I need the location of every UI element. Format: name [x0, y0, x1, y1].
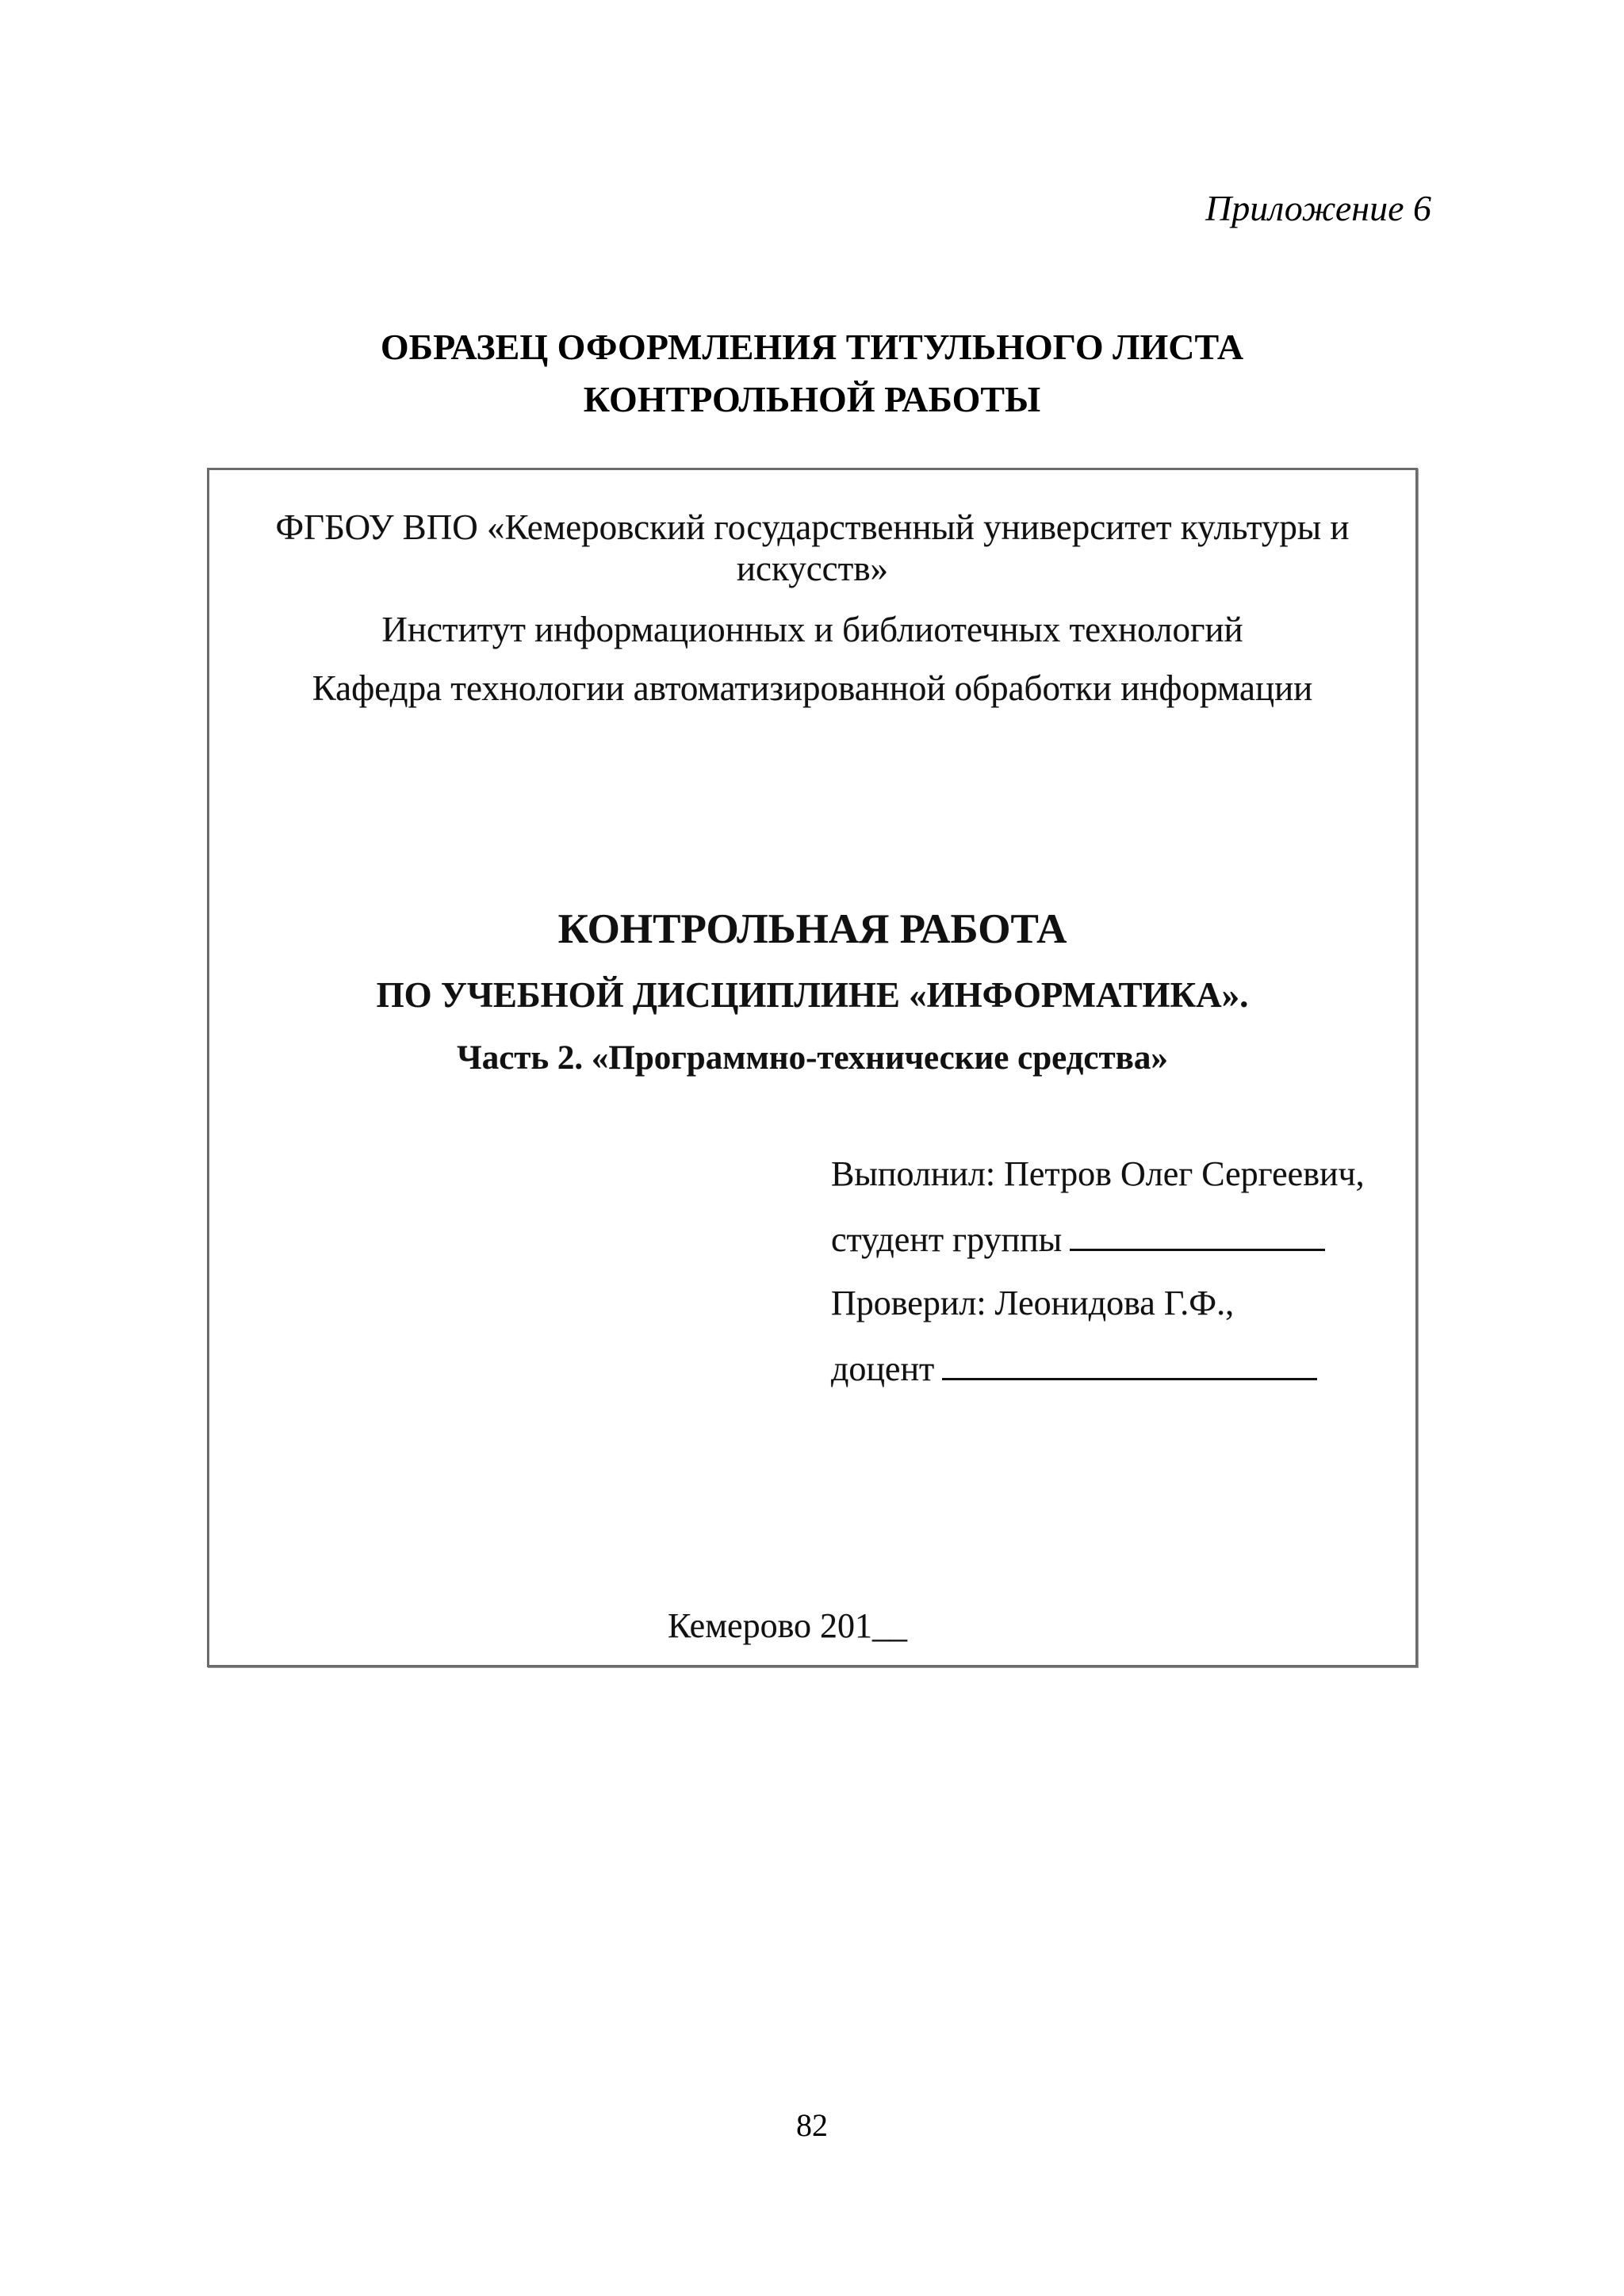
checked-by-line: Проверил: Леонидова Г.Ф., — [831, 1284, 1235, 1322]
docent-signature-blank — [942, 1354, 1317, 1380]
department-line: Кафедра технологии автоматизированной обработки информации — [312, 668, 1313, 708]
student-group-label: студент группы — [831, 1220, 1063, 1259]
student-group-line — [831, 1220, 1325, 1259]
discipline-line: ПО УЧЕБНОЙ ДИСЦИПЛИНЕ «ИНФОРМАТИКА». — [376, 975, 1249, 1015]
work-type-title: КОНТРОЛЬНАЯ РАБОТА — [557, 906, 1067, 952]
document-heading-line-1: ОБРАЗЕЦ ОФОРМЛЕНИЯ ТИТУЛЬНОГО ЛИСТА — [380, 327, 1244, 367]
organization-line-1: ФГБОУ ВПО «Кемеровский государственный университет культуры и — [275, 507, 1350, 547]
performed-by-line: Выполнил: Петров Олег Сергеевич, — [831, 1154, 1365, 1193]
appendix-label: Приложение 6 — [1205, 188, 1431, 228]
document-heading — [0, 321, 1624, 426]
docent-label: доцент — [831, 1349, 935, 1388]
docent-line — [831, 1349, 1317, 1388]
student-group-blank — [1070, 1225, 1325, 1251]
institute-line: Институт информационных и библиотечных технологий — [381, 610, 1243, 649]
page-number: 82 — [796, 2107, 828, 2143]
part-line: Часть 2. «Программно-технические средства» — [457, 1039, 1168, 1077]
city-year-line: Кемерово 201__ — [668, 1606, 908, 1645]
document-heading-line-2: КОНТРОЛЬНОЙ РАБОТЫ — [583, 379, 1041, 419]
title-page-sample — [207, 468, 1418, 1667]
organization-line-2: искусств» — [736, 549, 889, 588]
